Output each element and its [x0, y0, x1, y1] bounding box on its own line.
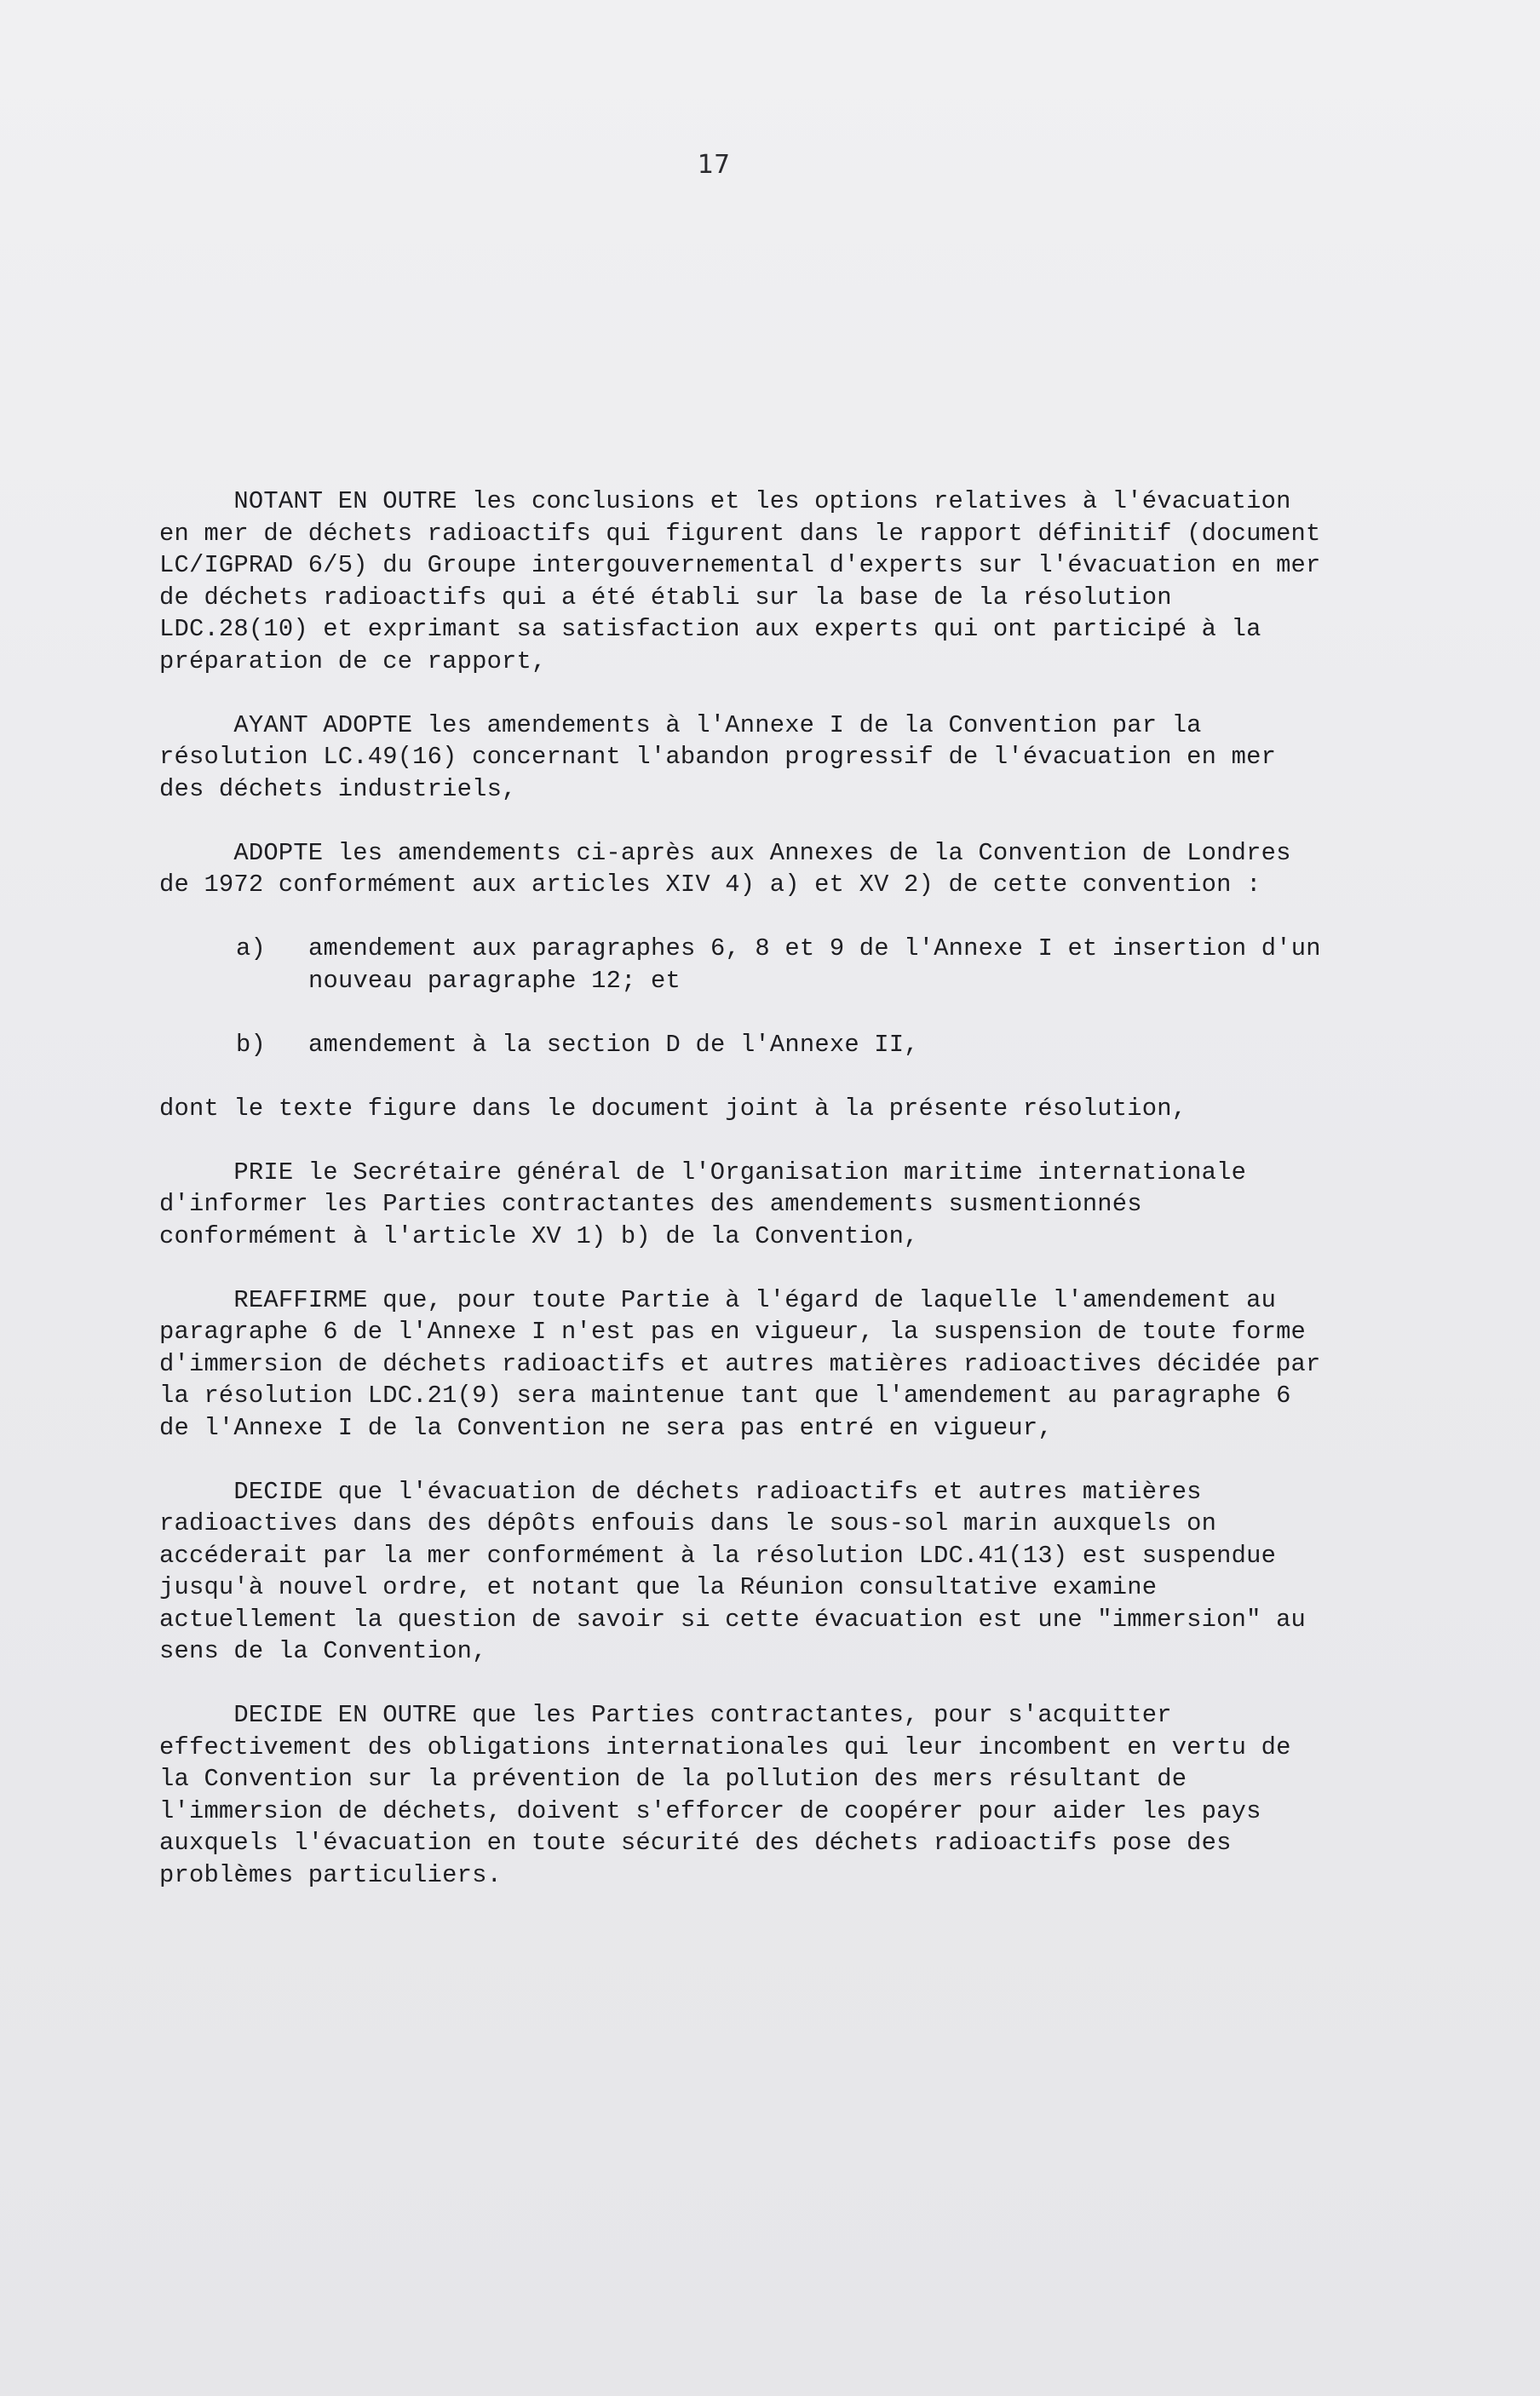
text-line: LC/IGPRAD 6/5) du Groupe intergouvernemental d'experts sur l'évacuation en mer: [159, 551, 1321, 579]
text-line: NOTANT EN OUTRE les conclusions et les options relatives à l'évacuation: [159, 487, 1291, 515]
text-line: ADOPTE les amendements ci-après aux Annexes de la Convention de Londres: [159, 838, 1291, 867]
text-line: radioactives dans des dépôts enfouis dans le sous-sol marin auxquels on: [159, 1509, 1217, 1537]
text-line: d'immersion de déchets radioactifs et autres matières radioactives décidée par: [159, 1349, 1321, 1378]
paragraph-notant: [159, 486, 1394, 677]
text-line: effectivement des obligations internationales qui leur incombent en vertu de: [159, 1732, 1291, 1761]
text-line: la résolution LDC.21(9) sera maintenue tant que l'amendement au paragraphe 6: [159, 1382, 1291, 1410]
list-item-b: [159, 1029, 1394, 1061]
text-line: de 1972 conformément aux articles XIV 4) a) et XV 2) de cette convention :: [159, 870, 1261, 899]
text-line: d'informer les Parties contractantes des amendements susmentionnés: [159, 1190, 1142, 1218]
text-line: accéderait par la mer conformément à la résolution LDC.41(13) est suspendue: [159, 1541, 1277, 1570]
page-number: 17: [697, 150, 731, 180]
text-line: paragraphe 6 de l'Annexe I n'est pas en vigueur, la suspension de toute forme: [159, 1318, 1307, 1346]
text-line: en mer de déchets radioactifs qui figurent dans le rapport définitif (document: [159, 519, 1321, 548]
text-line: problèmes particuliers.: [159, 1860, 503, 1889]
text-line: de l'Annexe I de la Convention ne sera pas entré en vigueur,: [159, 1413, 1053, 1442]
list-item-a: [159, 933, 1394, 997]
text-line: résolution LC.49(16) concernant l'abandon progressif de l'évacuation en mer: [159, 743, 1277, 771]
paragraph-adopte: [159, 837, 1394, 901]
paragraph-prie: [159, 1157, 1394, 1253]
text-line: REAFFIRME que, pour toute Partie à l'égard de laquelle l'amendement au: [159, 1285, 1277, 1314]
text-line: la Convention sur la prévention de la pollution des mers résultant de: [159, 1765, 1187, 1793]
text-line: conformément à l'article XV 1) b) de la Convention,: [159, 1221, 919, 1250]
text-line: sens de la Convention,: [159, 1637, 487, 1665]
paragraph-reaffirme: [159, 1284, 1394, 1445]
text-line: nouveau paragraphe 12; et: [308, 966, 681, 995]
text-line: auxquels l'évacuation en toute sécurité des déchets radioactifs pose des: [159, 1829, 1232, 1857]
paragraph-ayant-adopte: [159, 710, 1394, 806]
text-line: amendement aux paragraphes 6, 8 et 9 de l'Annexe I et insertion d'un: [308, 934, 1321, 962]
resolution-body: [159, 486, 1394, 1891]
text-line: PRIE le Secrétaire général de l'Organisation maritime internationale: [159, 1158, 1247, 1187]
text-line: DECIDE que l'évacuation de déchets radioactifs et autres matières: [159, 1477, 1202, 1506]
paragraph-decide: [159, 1476, 1394, 1668]
list-item-label: a): [236, 934, 266, 962]
list-item-label: b): [236, 1030, 266, 1059]
text-line: de déchets radioactifs qui a été établi sur la base de la résolution: [159, 583, 1172, 612]
text-line: actuellement la question de savoir si cette évacuation est une "immersion" au: [159, 1605, 1307, 1634]
text-line: AYANT ADOPTE les amendements à l'Annexe I de la Convention par la: [159, 710, 1202, 739]
text-line: amendement à la section D de l'Annexe II,: [308, 1030, 919, 1059]
text-line: des déchets industriels,: [159, 774, 517, 803]
text-line: jusqu'à nouvel ordre, et notant que la Réunion consultative examine: [159, 1573, 1158, 1601]
paragraph-decide-en-outre: [159, 1699, 1394, 1891]
text-line: DECIDE EN OUTRE que les Parties contractantes, pour s'acquitter: [159, 1701, 1172, 1729]
text-line: l'immersion de déchets, doivent s'efforcer de coopérer pour aider les pays: [159, 1796, 1261, 1825]
closing-line: dont le texte figure dans le document joint à la présente résolution,: [159, 1094, 1187, 1123]
text-line: LDC.28(10) et exprimant sa satisfaction aux experts qui ont participé à la: [159, 615, 1261, 643]
text-line: préparation de ce rapport,: [159, 646, 547, 675]
